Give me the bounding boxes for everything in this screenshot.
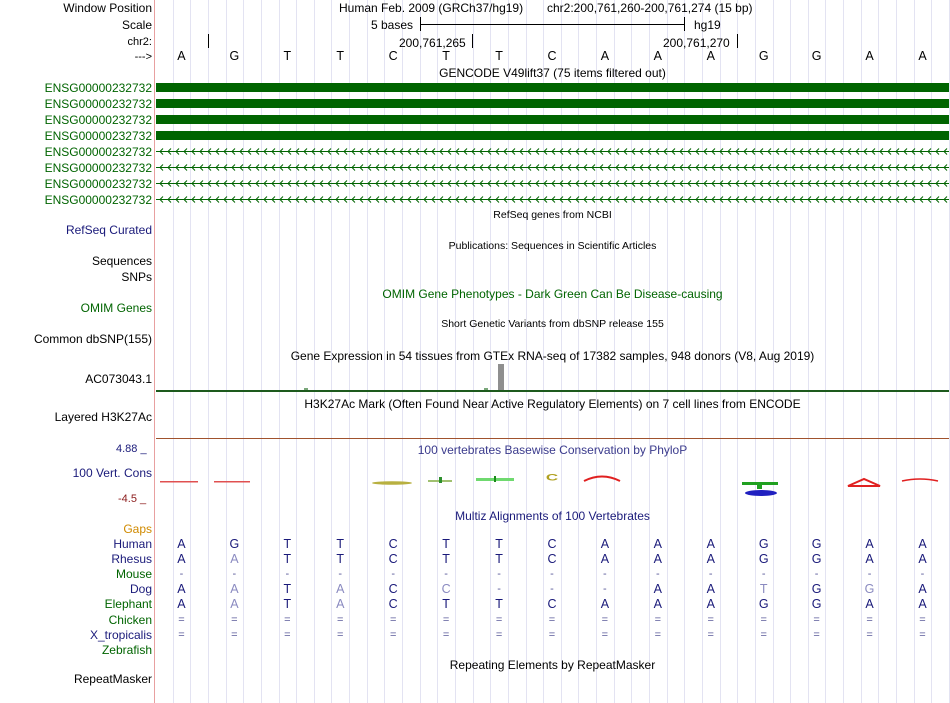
gtex-expression-area[interactable] (156, 364, 949, 390)
alignment-base: C (388, 582, 398, 597)
phylop-track-title[interactable]: 100 vertebrates Basewise Conservation by PhyloP (417, 443, 688, 457)
species-label[interactable]: Elephant (104, 597, 152, 612)
db-label: hg19 (694, 18, 721, 32)
repeatmasker-track-label[interactable]: RepeatMasker (73, 672, 152, 686)
alignment-base: A (918, 597, 927, 612)
sequence-base: C (547, 49, 557, 63)
alignment-base: = (495, 628, 503, 641)
phylop-mark-6: C (545, 472, 559, 483)
alignment-base: = (707, 628, 714, 641)
sequence-base: G (811, 49, 822, 63)
alignment-base: = (548, 613, 556, 626)
alignment-base: A (918, 552, 927, 567)
alignment-base: - (444, 568, 448, 581)
alignment-base: = (178, 613, 185, 626)
alignment-base: = (231, 628, 238, 641)
alignment-base: T (495, 597, 503, 612)
gaps-label[interactable]: Gaps (123, 522, 152, 536)
alignment-base: A (865, 537, 874, 551)
h3k27ac-track-title[interactable]: H3K27Ac Mark (Often Found Near Active Regulatory Elements) on 7 cell lines from ENCODE (304, 397, 801, 411)
sequence-base: G (229, 49, 240, 63)
phylop-mark-4b (439, 477, 442, 483)
alignment-base: = (337, 628, 344, 641)
alignment-base: - (867, 568, 872, 581)
alignment-base: = (284, 613, 291, 626)
alignment-base: A (177, 537, 186, 551)
alignment-base: = (231, 613, 238, 626)
scale-bar-tick-right (684, 17, 685, 31)
gencode-intron-line[interactable] (156, 195, 949, 204)
alignment-base: C (388, 597, 398, 612)
alignment-base: = (178, 628, 185, 641)
publications-track-title[interactable]: Publications: Sequences in Scientific Articles (448, 240, 657, 252)
gencode-intron-line[interactable] (156, 163, 949, 172)
alignment-base: A (706, 552, 715, 567)
chr-label: chr2: (127, 36, 152, 48)
gencode-exon-bar[interactable] (156, 83, 949, 92)
alignment-base: T (495, 552, 503, 567)
species-label[interactable]: X_tropicalis (89, 627, 152, 642)
alignment-base: = (442, 613, 450, 626)
alignment-base: A (865, 597, 874, 612)
alignment-base: = (919, 628, 926, 641)
alignment-base: A (177, 582, 186, 597)
refseq-track-label[interactable]: RefSeq Curated (65, 223, 152, 237)
alignment-base: A (600, 552, 610, 567)
gencode-item-label[interactable]: ENSG00000232732 (44, 161, 152, 175)
alignment-base: A (336, 582, 345, 597)
alignment-base: = (548, 628, 556, 641)
h3k27ac-track-label[interactable]: Layered H3K27Ac (54, 410, 152, 424)
phylop-mark-9 (848, 479, 880, 486)
alignment-base: - (603, 583, 607, 596)
alignment-base: A (706, 597, 715, 612)
alignment-base: = (866, 613, 873, 626)
sequence-base: A (706, 49, 715, 63)
ruler-tick-label-2: 200,761,270 (663, 36, 730, 50)
alignment-base: A (653, 582, 662, 597)
ruler-tick-0 (208, 34, 209, 48)
alignment-base: C (547, 597, 557, 612)
omim-track-title[interactable]: OMIM Gene Phenotypes - Dark Green Can Be Disease-causing (382, 287, 723, 301)
alignment-base: = (337, 613, 344, 626)
strand-arrow-label[interactable]: ---> (134, 51, 152, 63)
alignment-base: = (813, 613, 820, 626)
alignment-base: = (442, 628, 450, 641)
alignment-base: A (918, 582, 927, 597)
position-readout: chr2:200,761,260-200,761,274 (15 bp) (547, 1, 753, 15)
alignment-base: A (706, 582, 715, 597)
phylop-mark-1 (160, 481, 198, 483)
ruler-tick-1 (472, 34, 473, 48)
alignment-base: G (864, 582, 875, 597)
alignment-base: G (811, 597, 822, 612)
alignment-base: A (177, 552, 186, 567)
alignment-base: G (758, 597, 769, 612)
alignment-base: A (706, 537, 715, 551)
alignment-base: = (866, 628, 873, 641)
alignment-base: A (600, 597, 610, 612)
alignment-base: - (603, 568, 607, 581)
species-label[interactable]: Dog (129, 582, 152, 597)
alignment-base: G (229, 537, 240, 551)
repeatmasker-track-title[interactable]: Repeating Elements by RepeatMasker (449, 658, 656, 672)
phylop-mark-5b (494, 476, 496, 482)
alignment-base: G (758, 552, 769, 567)
alignment-base: T (442, 552, 450, 567)
ruler-tick-2 (737, 34, 738, 48)
alignment-base: A (653, 597, 662, 612)
alignment-base: T (283, 537, 292, 551)
species-label[interactable]: Rhesus (111, 552, 152, 567)
phylop-mark-8c (745, 490, 777, 496)
alignment-base: A (653, 537, 662, 551)
alignment-base: A (336, 597, 345, 612)
refseq-track-title[interactable]: RefSeq genes from NCBI (493, 209, 612, 221)
phylop-logo-plot[interactable] (156, 466, 949, 500)
alignment-base: T (283, 582, 292, 597)
ruler-tick-label-1: 200,761,265 (399, 36, 466, 50)
alignment-base: - (285, 568, 290, 581)
alignment-base: = (601, 628, 609, 641)
alignment-base: = (654, 613, 662, 626)
species-label[interactable]: Mouse (115, 567, 152, 582)
alignment-base: - (179, 568, 184, 581)
alignment-base: G (811, 582, 822, 597)
scale-bar-tick-left (420, 17, 421, 31)
gencode-item-label[interactable]: ENSG00000232732 (44, 97, 152, 111)
alignment-base: = (813, 628, 820, 641)
gencode-item-label[interactable]: ENSG00000232732 (44, 81, 152, 95)
species-label[interactable]: Zebrafish (101, 642, 152, 657)
alignment-base: A (177, 597, 186, 612)
alignment-base: - (761, 568, 766, 581)
alignment-base: - (497, 583, 501, 596)
alignment-base: C (388, 552, 398, 567)
alignment-base: = (389, 628, 397, 641)
dbsnp-track-title[interactable]: Short Genetic Variants from dbSNP release 155 (441, 318, 664, 330)
alignment-base: - (338, 568, 343, 581)
sequence-base: T (442, 49, 450, 63)
gencode-item-label[interactable]: ENSG00000232732 (44, 193, 152, 207)
species-label[interactable]: Human (113, 537, 152, 551)
phylop-mark-7 (584, 477, 620, 482)
gencode-exon-bar[interactable] (156, 115, 949, 124)
alignment-base: T (283, 597, 292, 612)
alignment-base: = (495, 613, 503, 626)
window-position-label: Window Position (63, 1, 152, 15)
sequence-base: A (600, 49, 610, 63)
alignment-base: A (230, 552, 239, 567)
alignment-base: = (919, 613, 926, 626)
alignment-base: C (547, 552, 557, 567)
phylop-mark-2 (214, 481, 250, 483)
sequence-base: T (283, 49, 292, 63)
alignment-base: - (391, 568, 395, 581)
dbsnp-track-label[interactable]: Common dbSNP(155) (33, 332, 152, 346)
h3k27ac-baseline (156, 438, 949, 439)
alignment-base: = (284, 628, 291, 641)
gencode-item-label[interactable]: ENSG00000232732 (44, 113, 152, 127)
alignment-base: = (707, 613, 714, 626)
sequence-base: A (653, 49, 662, 63)
phylop-mark-3 (372, 481, 412, 485)
sequence-base: A (865, 49, 874, 63)
alignment-base: - (708, 568, 713, 581)
sequence-base: C (388, 49, 398, 63)
scale-bar (420, 24, 684, 25)
scale-label: Scale (121, 18, 152, 32)
sequence-base: G (758, 49, 769, 63)
phylop-mark-8b (757, 482, 762, 489)
alignment-base: T (336, 537, 345, 551)
alignment-base: A (230, 582, 239, 597)
alignment-base: - (497, 568, 501, 581)
alignment-base: A (653, 552, 662, 567)
alignment-base: - (920, 568, 925, 581)
phylop-axis-max: 4.88 _ (116, 443, 147, 455)
gencode-track-title[interactable]: GENCODE V49lift37 (75 items filtered out) (439, 66, 666, 80)
gencode-exon-bar[interactable] (156, 99, 949, 108)
snps-track-label[interactable]: SNPs (121, 270, 152, 284)
alignment-base: - (550, 583, 554, 596)
alignment-base: A (600, 537, 610, 551)
gencode-item-label[interactable]: ENSG00000232732 (44, 129, 152, 143)
alignment-base: = (601, 613, 609, 626)
alignment-base: G (811, 537, 822, 551)
gtex-baseline (156, 390, 949, 392)
alignment-base: - (655, 568, 660, 581)
phylop-mark-10 (902, 479, 938, 481)
alignment-base: - (550, 568, 554, 581)
omim-track-label[interactable]: OMIM Genes (80, 301, 152, 315)
alignment-base: A (918, 537, 927, 551)
alignment-base: T (442, 597, 450, 612)
alignment-base: A (230, 597, 239, 612)
alignment-base: T (442, 537, 450, 551)
alignment-base: G (811, 552, 822, 567)
alignment-base: C (547, 537, 557, 551)
alignment-base: = (389, 613, 397, 626)
scale-bar-text: 5 bases (371, 18, 414, 32)
multiz-track-title[interactable]: Multiz Alignments of 100 Vertebrates (455, 509, 650, 523)
sequence-base: A (177, 49, 186, 63)
alignment-base: C (441, 582, 451, 597)
gencode-exon-bar[interactable] (156, 131, 949, 140)
gencode-intron-line[interactable] (156, 179, 949, 188)
gencode-item-label[interactable]: ENSG00000232732 (44, 177, 152, 191)
alignment-base: - (232, 568, 237, 581)
gencode-intron-line[interactable] (156, 147, 949, 156)
assembly-title: Human Feb. 2009 (GRCh37/hg19) (339, 1, 524, 15)
alignment-base: - (814, 568, 819, 581)
alignment-base: T (759, 582, 768, 597)
alignment-base: = (654, 628, 662, 641)
gtex-bar (498, 364, 504, 390)
alignment-base: C (388, 537, 398, 551)
alignment-base: T (336, 552, 345, 567)
species-label[interactable]: Chicken (108, 612, 152, 627)
alignment-base: A (865, 552, 874, 567)
alignment-base: T (283, 552, 292, 567)
alignment-base: G (758, 537, 769, 551)
sequences-track-label[interactable]: Sequences (91, 254, 152, 268)
phylop-axis-min: -4.5 _ (118, 493, 147, 505)
gencode-item-label[interactable]: ENSG00000232732 (44, 145, 152, 159)
sequence-base: T (495, 49, 503, 63)
gtex-track-label[interactable]: AC073043.1 (85, 372, 152, 386)
gtex-track-title[interactable]: Gene Expression in 54 tissues from GTEx RNA-seq of 17382 samples, 948 donors (V8, Aug 2019) (290, 349, 815, 363)
alignment-base: = (760, 613, 767, 626)
sequence-base: T (336, 49, 345, 63)
alignment-base: = (760, 628, 767, 641)
alignment-base: T (495, 537, 503, 551)
sequence-base: A (918, 49, 927, 63)
phylop-track-label[interactable]: 100 Vert. Cons (72, 466, 152, 480)
